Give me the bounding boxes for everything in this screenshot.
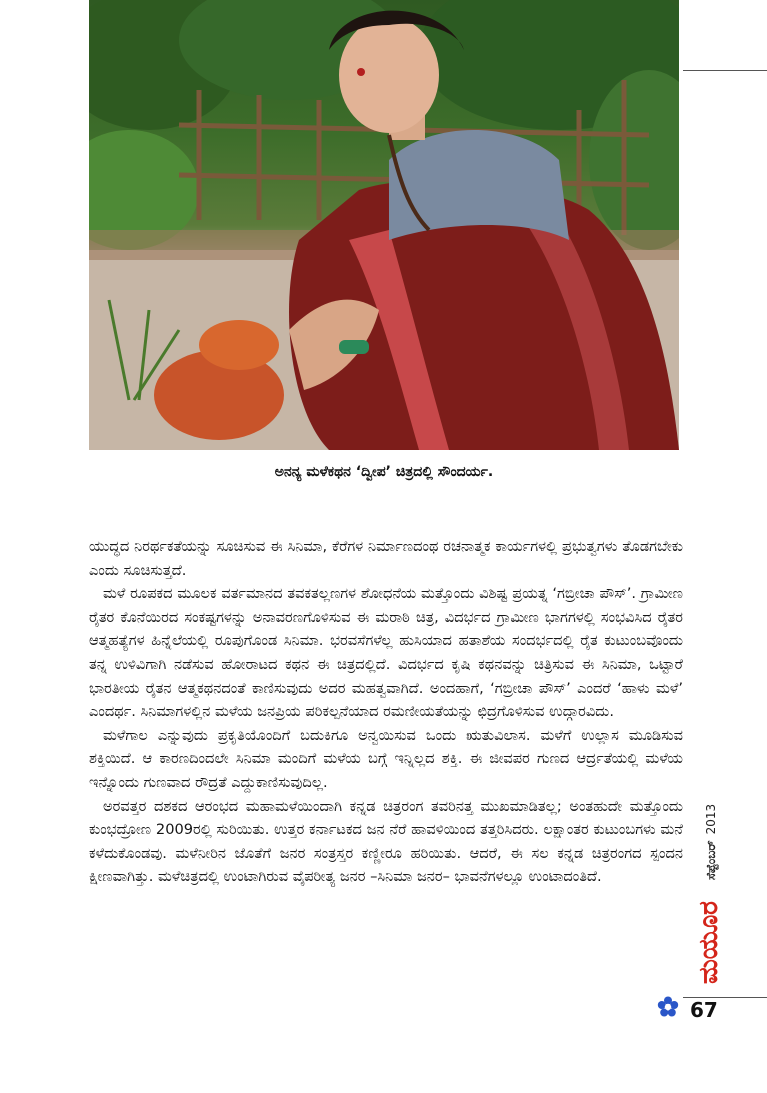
- magazine-sidebar: [690, 770, 730, 990]
- photo-caption: ಅನನ್ಯ ಮಳೆಕಥನ ‘ದ್ವೀಪ’ ಚಿತ್ರದಲ್ಲಿ ಸೌಂದರ್ಯ.: [274, 464, 494, 480]
- paragraph-1: ಯುದ್ಧದ ನಿರರ್ಥಕತೆಯನ್ನು ಸೂಚಿಸುವ ಈ ಸಿನಿಮಾ, ಕೆರೆಗಳ ನಿರ್ಮಾಣದಂಥ ರಚನಾತ್ಮಕ ಕಾರ್ಯಗಳಲ್ಲಿ ಪ್ರಭುತ್ವಗಳು ತೊಡಗಬೇಕು ಎಂದು ಸೂಚಿಸುತ್ತದೆ.: [89, 538, 683, 579]
- paragraph-4: ಅರವತ್ತರ ದಶಕದ ಆರಂಭದ ಮಹಾಮಳೆಯಿಂದಾಗಿ ಕನ್ನಡ ಚಿತ್ರರಂಗ ತವರಿನತ್ತ ಮುಖಮಾಡಿತಲ್ಲ; ಅಂತಹುದೇ ಮತ್ತೊಂದು ಕುಂಭದ್ರೋಣ 2009ರಲ್ಲಿ ಸುರಿಯಿತು. ಉತ್ತರ ಕರ್ನಾಟಕದ ಜನ ನೆರೆ ಹಾವಳಿಯಿಂದ ತತ್ತರಿಸಿದರು. ಲಕ್ಷಾಂತರ ಕುಟುಂಬಗಳು ಮನೆ ಕಳೆದುಕೊಂಡವು. ಮಳೆನೀರಿನ ಜೊತೆಗೆ ಜನರ ಸಂತ್ರಸ್ತರ ಕಣ್ಣೀರೂ ಹರಿಯಿತು. ಆದರೆ, ಈ ಸಲ ಕನ್ನಡ ಚಿತ್ರರಂಗದ ಸ್ಪಂದನ ಕ್ಷೀಣವಾಗಿತ್ತು. ಮಳೆಚಿತ್ರದಲ್ಲಿ ಉಂಟಾಗಿರುವ ವೈಪರೀತ್ಯ ಜನರ –ಸಿನಿಮಾ ಜನರ– ಭಾವನೆಗಳಲ್ಲೂ ಉಂಟಾದಂತಿದೆ.: [89, 797, 683, 886]
- top-rule: [683, 70, 767, 71]
- paragraph-3: ಮಳೆಗಾಲ ಎನ್ನುವುದು ಪ್ರಕೃತಿಯೊಂದಿಗೆ ಬದುಕಿಗೂ ಅನ್ವಯಿಸುವ ಒಂದು ಋತುವಿಲಾಸ. ಮಳೆಗೆ ಉಲ್ಲಾಸ ಮೂಡಿಸುವ ಶಕ್ತಿಯಿದೆ. ಆ ಕಾರಣದಿಂದಲೇ ಸಿನಿಮಾ ಮಂದಿಗೆ ಮಳೆಯ ಬಗ್ಗೆ ಇನ್ನಿಲ್ಲದ ಶಕ್ತಿ. ಈ ಜೀವಪರ ಗುಣದ ಆರ್ದ್ರತೆಯಲ್ಲಿ ಮಳೆಯ ಇನ್ನೊಂದು ಗುಣವಾದ ರೌದ್ರತೆ ಎದ್ದುಕಾಣಿಸುವುದಿಲ್ಲ.: [89, 726, 683, 791]
- issue-month: ಸೆಪ್ಟೆಂಬರ್: [704, 840, 718, 880]
- flower-icon: [657, 996, 679, 1018]
- article-photo: [89, 0, 679, 450]
- photo-illustration: [89, 0, 679, 450]
- article-body: [89, 535, 683, 889]
- page-number: 67: [690, 998, 718, 1022]
- issue-date: [704, 660, 722, 880]
- issue-year: 2013: [704, 803, 718, 835]
- magazine-brand: ಮಯೂರ: [694, 901, 724, 984]
- paragraph-2: ಮಳೆ ರೂಪಕದ ಮೂಲಕ ವರ್ತಮಾನದ ತವಕತಲ್ಲಣಗಳ ಶೋಧನೆಯ ಮತ್ತೊಂದು ವಿಶಿಷ್ಟ ಪ್ರಯತ್ನ ‘ಗಬ್ರೀಚಾ ಪೌಸ್’. ಗ್ರಾಮೀಣ ರೈತರ ಕೊನೆಯಿರದ ಸಂಕಷ್ಟಗಳನ್ನು ಅನಾವರಣಗೊಳಿಸುವ ಈ ಮರಾಠಿ ಚಿತ್ರ, ವಿದರ್ಭದ ಗ್ರಾಮೀಣ ಭಾಗಗಳಲ್ಲಿ ಸಂಭವಿಸಿದ ರೈತರ ಆತ್ಮಹತ್ಯೆಗಳ ಹಿನ್ನೆಲೆಯಲ್ಲಿ ರೂಪುಗೊಂಡ ಸಿನಿಮಾ. ಭರವಸೆಗಳೆಲ್ಲ ಹುಸಿಯಾದ ಹತಾಶೆಯ ಸಂದರ್ಭದಲ್ಲಿ ರೈತ ಕುಟುಂಬವೊಂದು ತನ್ನ ಉಳಿವಿಗಾಗಿ ನಡೆಸುವ ಹೋರಾಟದ ಕಥನ ಈ ಚಿತ್ರದಲ್ಲಿದೆ. ವಿದರ್ಭದ ಕೃಷಿ ಕಥನವನ್ನು ಚಿತ್ರಿಸುವ ಈ ಸಿನಿಮಾ, ಒಟ್ಟಾರೆ ಭಾರತೀಯ ರೈತನ ಆತ್ಮಕಥನದಂತೆ ಕಾಣಿಸುವುದು ಅದರ ಮಹತ್ವವಾಗಿದೆ. ಅಂದಹಾಗೆ, ‘ಗಬ್ರೀಚಾ ಪೌಸ್’ ಎಂದರೆ ‘ಹಾಳು ಮಳೆ’ ಎಂದರ್ಥ. ಸಿನಿಮಾಗಳಲ್ಲಿನ ಮಳೆಯ ಜನಪ್ರಿಯ ಪರಿಕಲ್ಪನೆಯಾದ ರಮಣೀಯತೆಯನ್ನು ಛಿದ್ರಗೊಳಿಸುವ ಉದ್ಗಾರವಿದು.: [89, 585, 683, 721]
